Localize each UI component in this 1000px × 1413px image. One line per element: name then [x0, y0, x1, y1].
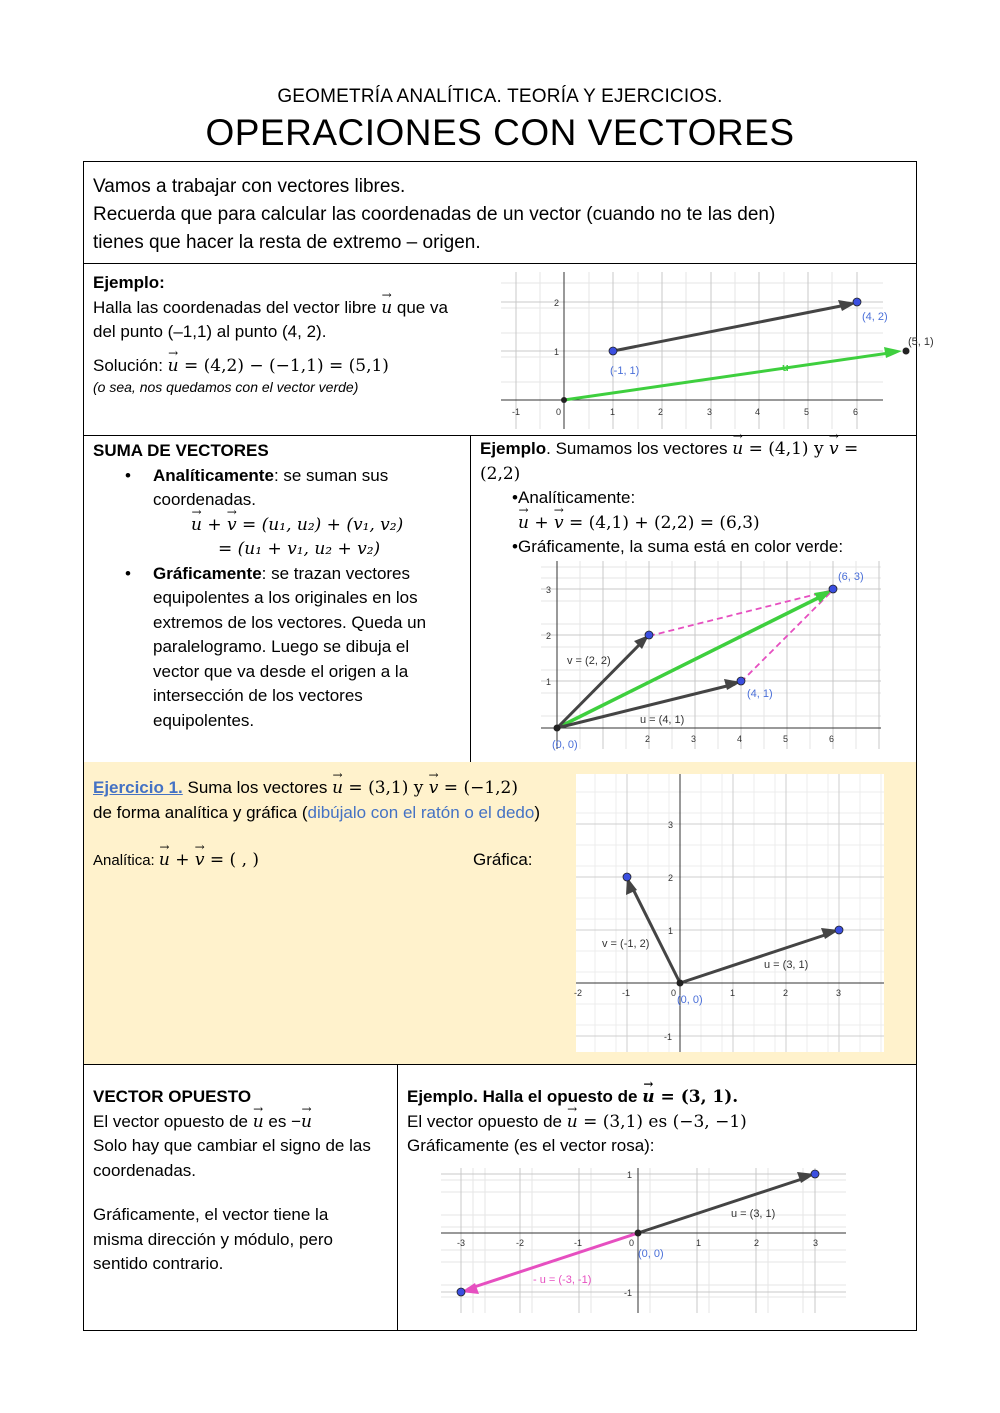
- y-tick: -1: [624, 1288, 633, 1298]
- opposite-line-3: coordenadas.: [93, 1160, 197, 1180]
- graph-label: v = (2, 2): [567, 655, 611, 667]
- y-tick: 2: [546, 631, 552, 641]
- y-tick: -1: [664, 1032, 673, 1042]
- intro-text: [93, 173, 775, 257]
- opposite-example-line-2: Gráficamente (es el vector rosa):: [407, 1136, 655, 1155]
- x-tick: 6: [829, 734, 835, 744]
- opposite-line-1: El vector opuesto de → u es −→ u: [93, 1110, 393, 1135]
- y-tick: 1: [546, 677, 552, 687]
- example1-text: [93, 271, 448, 396]
- point-v-end: [623, 873, 631, 881]
- sum-example: Ejemplo. Sumamos los vectores → u = (4,1) y → v = (2,2) • Analíticamente: → u + → v = (4,1) + (2,2) = (6,3) • Gráficamente, la suma está en color verde:: [480, 437, 910, 560]
- intro-line-2: Recuerda que para calcular las coordenadas de un vector (cuando no te las den): [93, 204, 776, 225]
- opposite-line-4: Gráficamente, el vector tiene la: [93, 1205, 329, 1224]
- vector-arrow-black: [613, 304, 851, 351]
- exercise1-answer-input[interactable]: [254, 846, 332, 872]
- vector-u: [680, 933, 831, 983]
- x-tick: 0: [671, 988, 677, 998]
- document-title: OPERACIONES CON VECTORES: [205, 112, 795, 153]
- x-tick: 5: [783, 734, 789, 744]
- opposite-heading: VECTOR OPUESTO: [93, 1087, 252, 1106]
- x-tick: 0: [629, 1238, 635, 1248]
- sum-example-graph: [538, 559, 883, 754]
- exercise1-analytic: Analítica: → u + → v = ( , ): [93, 848, 259, 874]
- opposite-line-6: sentido contrario.: [93, 1254, 224, 1273]
- graph-label: u = (3, 1): [731, 1208, 776, 1220]
- x-tick: 4: [755, 407, 761, 417]
- y-tick: 1: [627, 1170, 633, 1180]
- sum-example-cont: (2,2): [480, 463, 521, 484]
- x-tick: 0: [556, 407, 562, 417]
- sum-example-bullet-2: • Gráficamente, la suma está en color verde:: [480, 535, 910, 560]
- point-u-end: [737, 677, 745, 685]
- intro-box: [83, 161, 917, 264]
- intro-line-1: Vamos a trabajar con vectores libres.: [93, 176, 406, 197]
- x-tick: -1: [574, 1238, 583, 1248]
- graph-label: (0, 0): [552, 739, 578, 751]
- graph-label: u: [782, 362, 789, 374]
- y-tick: 3: [668, 820, 674, 830]
- document-supertitle: GEOMETRÍA ANALÍTICA. TEORÍA Y EJERCICIOS.: [277, 86, 723, 107]
- exercise1-graph: [576, 774, 884, 1052]
- y-tick: 1: [554, 347, 560, 357]
- sum-theory: [93, 439, 463, 733]
- example1-heading: Ejemplo:: [93, 273, 165, 292]
- vector-u: [638, 1177, 808, 1233]
- exercise1-hint: dibújalo con el ratón o el dedo: [307, 802, 535, 822]
- example1-statement: Halla las coordenadas del vector libre → u que va: [93, 296, 448, 321]
- graph-label: (6, 3): [838, 571, 864, 583]
- opposite-row: [83, 1064, 917, 1331]
- origin-point: [561, 397, 567, 403]
- x-tick: 4: [737, 734, 743, 744]
- point-sum-end: [829, 585, 837, 593]
- graph-label: (5, 1): [908, 336, 934, 348]
- vector-v: [557, 640, 644, 728]
- point-5-1: [903, 348, 910, 355]
- exercise1-drawing-canvas[interactable]: [576, 774, 884, 1052]
- origin-point: [677, 980, 684, 987]
- x-tick: 3: [836, 988, 842, 998]
- exercise1-statement: Ejercicio 1. Suma los vectores → u = (3,1) y → v = (−1,2) de forma analítica y gráfica (dibújalo con el ratón o el dedo): [93, 776, 573, 825]
- example1-note: (o sea, nos quedamos con el vector verde): [93, 379, 359, 395]
- x-tick: 3: [707, 407, 713, 417]
- x-tick: 1: [610, 407, 616, 417]
- point-u-end: [811, 1170, 819, 1178]
- graph-label: (0, 0): [677, 994, 703, 1006]
- opposite-graph: [441, 1168, 846, 1313]
- x-tick: 2: [754, 1238, 760, 1248]
- graph-label: (4, 2): [862, 311, 888, 323]
- point-start: [609, 347, 617, 355]
- opposite-line-2: Solo hay que cambiar el signo de las: [93, 1136, 371, 1155]
- sum-row: [83, 435, 917, 763]
- graph-label: - u = (-3, -1): [533, 1274, 592, 1286]
- x-tick: -3: [457, 1238, 466, 1248]
- x-tick: -2: [516, 1238, 525, 1248]
- column-divider: [397, 1064, 398, 1330]
- exercise1-link[interactable]: Ejercicio 1.: [93, 778, 183, 797]
- opposite-theory: [93, 1085, 393, 1277]
- point-minus-u-end: [457, 1288, 465, 1296]
- sum-formula-2: = (u₁ + v₁, u₂ + v₂): [218, 539, 381, 559]
- x-tick: 1: [696, 1238, 702, 1248]
- x-tick: 2: [783, 988, 789, 998]
- x-tick: 2: [645, 734, 651, 744]
- origin-point: [635, 1230, 642, 1237]
- point-u-end: [835, 926, 843, 934]
- y-tick: 1: [668, 926, 674, 936]
- graph-label: (4, 1): [747, 688, 773, 700]
- x-tick: 1: [730, 988, 736, 998]
- point-v-end: [645, 631, 653, 639]
- column-divider: [470, 435, 471, 762]
- example1-solution: Solución: → u = (4,2) − (−1,1) = (5,1): [93, 354, 448, 379]
- y-tick: 2: [554, 298, 560, 308]
- sum-heading: SUMA DE VECTORES: [93, 441, 269, 460]
- graph-label: (0, 0): [638, 1248, 664, 1260]
- example1-box: [83, 263, 934, 436]
- x-tick: 6: [853, 407, 859, 417]
- x-tick: -1: [622, 988, 631, 998]
- y-tick: 2: [668, 873, 674, 883]
- graph-label: u = (3, 1): [764, 959, 809, 971]
- intro-line-3: tienes que hacer la resta de extremo – origen.: [93, 232, 481, 253]
- graph-label: u = (4, 1): [640, 714, 685, 726]
- sum-bullet-graphic: • Gráficamente: se trazan vectores equipolentes a los originales en los extremos de los vectores. Queda un paralelogramo. Luego se dibuja el vector que va desde el origen a la intersección de los vectores equipolentes.: [93, 562, 463, 734]
- x-tick: 3: [691, 734, 697, 744]
- origin-point: [554, 725, 561, 732]
- point-end: [853, 298, 861, 306]
- example1-statement-2: del punto (–1,1) al punto (4, 2).: [93, 322, 327, 341]
- x-tick: -2: [574, 988, 583, 998]
- sum-bullet-analytic: • Analíticamente: se suman sus coordenadas.: [93, 464, 463, 513]
- y-tick: 3: [546, 585, 552, 595]
- graph-label: v = (-1, 2): [602, 938, 650, 950]
- example1-graph: [498, 269, 968, 437]
- x-tick: -1: [512, 407, 521, 417]
- opposite-example: Ejemplo. Halla el opuesto de → u = (3, 1). El vector opuesto de → u = (3,1) es (−3, −1) Gráficamente (es el vector rosa):: [407, 1085, 907, 1159]
- sum-formula-1: → u + → v = (u₁, u₂) + (v₁, v₂): [93, 513, 463, 538]
- x-tick: 5: [804, 407, 810, 417]
- graph-label: (-1, 1): [610, 365, 640, 377]
- opposite-line-5: misma dirección y módulo, pero: [93, 1229, 333, 1249]
- exercise1-graphic-label: Gráfica:: [473, 850, 533, 869]
- x-tick: 2: [658, 407, 664, 417]
- exercise1-box: [83, 762, 917, 1065]
- x-tick: 3: [813, 1238, 819, 1248]
- sum-example-bullet-1: • Analíticamente: → u + → v = (4,1) + (2,2) = (6,3): [480, 486, 910, 535]
